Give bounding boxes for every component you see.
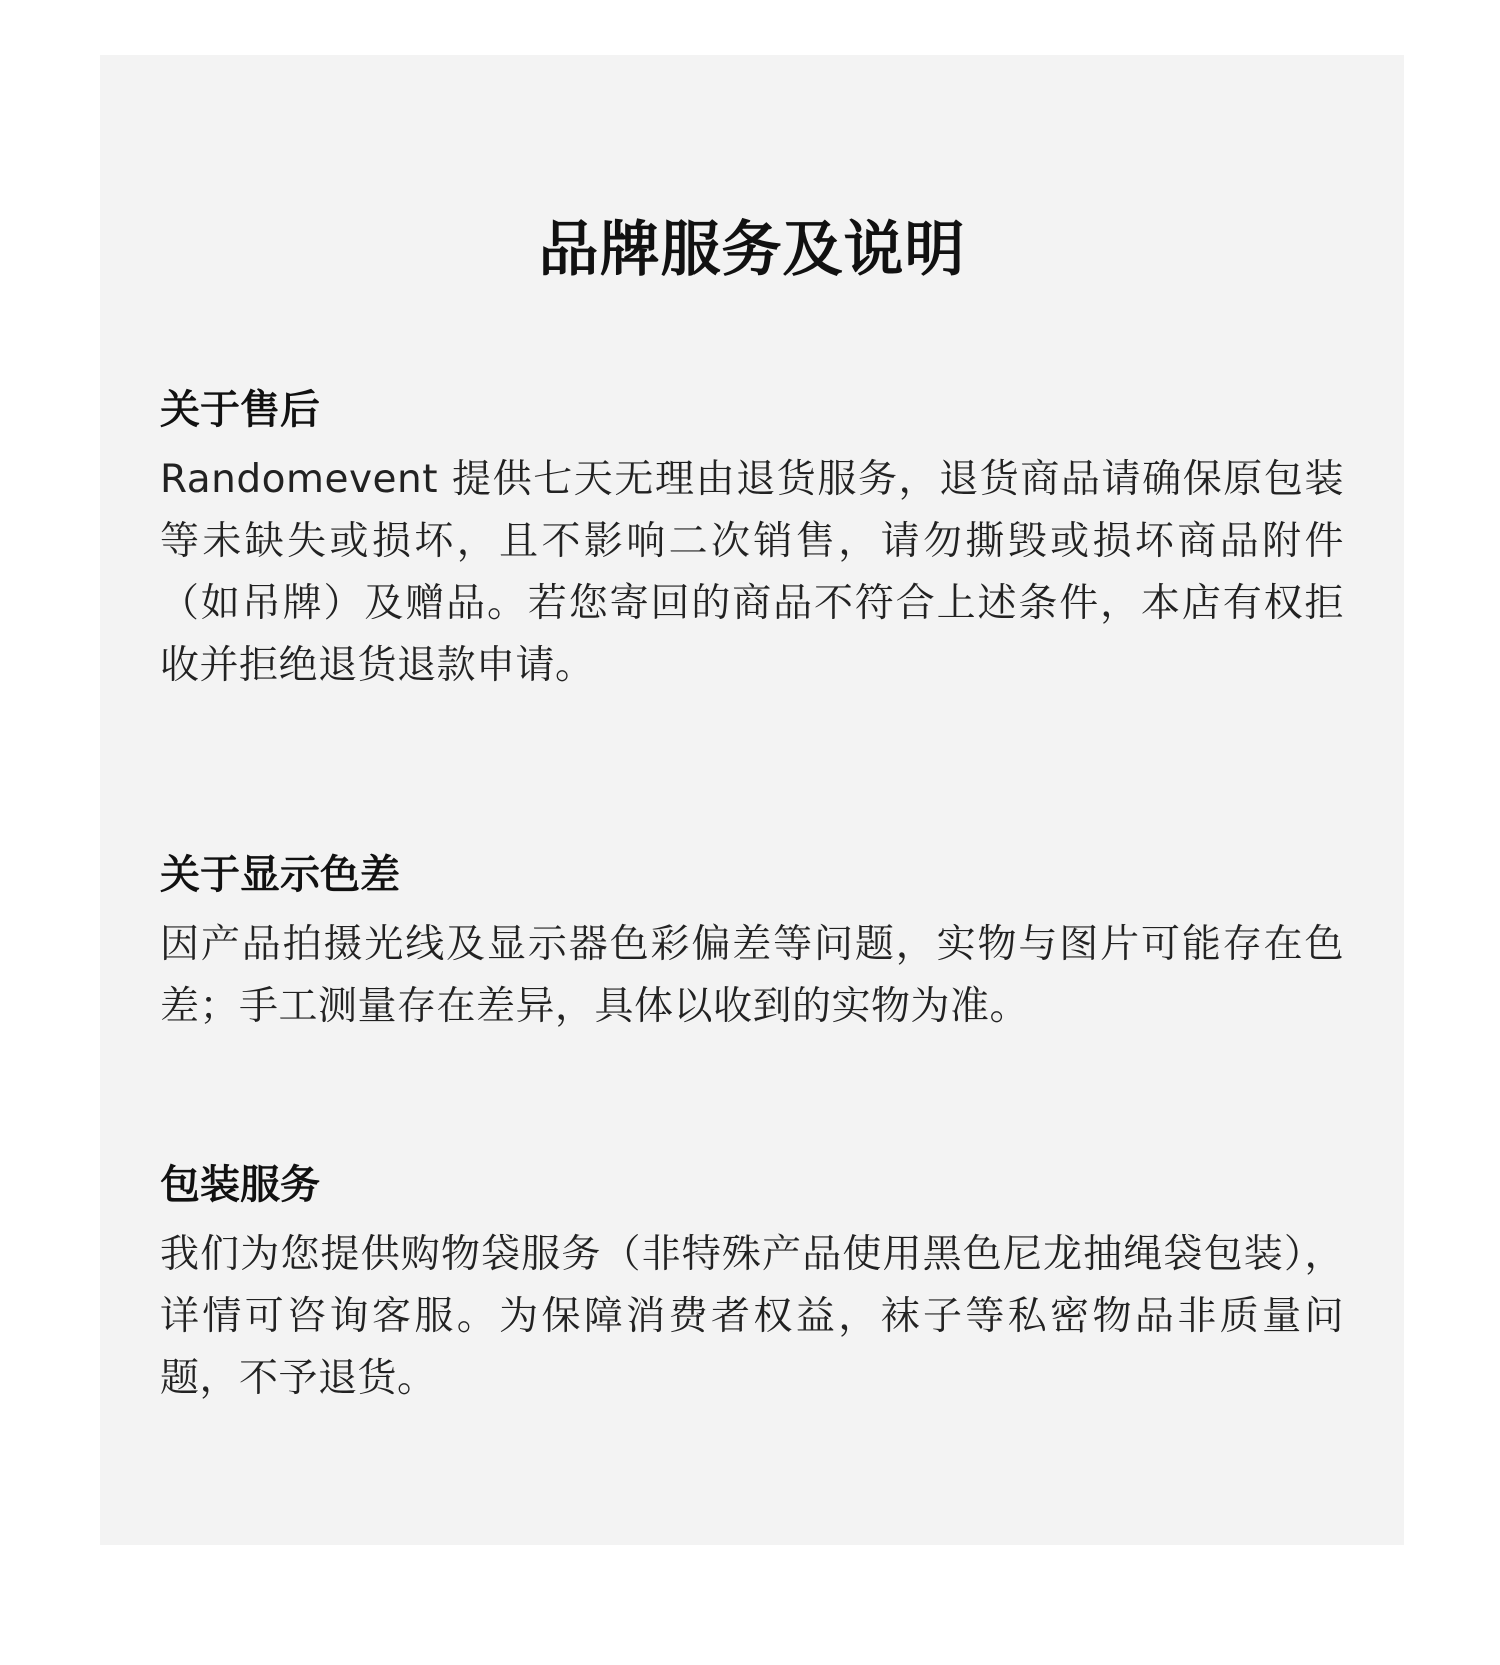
page-title: 品牌服务及说明 (538, 215, 966, 285)
section-body: 因产品拍摄光线及显示器色彩偏差等问题，实物与图片可能存在色差；手工测量存在差异，具体以收到的实物为准。 (160, 922, 1344, 1029)
service-info-card (100, 55, 1404, 1545)
section-color-difference (160, 850, 1344, 1038)
section-heading: 关于售后 (160, 387, 320, 433)
section-body: 我们为您提供购物袋服务（非特殊产品使用黑色尼龙抽绳袋包装），详情可咨询客服。为保障消费者权益，袜子等私密物品非质量问题，不予退货。 (160, 1232, 1344, 1401)
section-packaging (160, 1160, 1344, 1410)
section-body: Randomevent 提供七天无理由退货服务，退货商品请确保原包装等未缺失或损坏，且不影响二次销售，请勿撕毁或损坏商品附件（如吊牌）及赠品。若您寄回的商品不符合上述条件，本店有权拒收并拒绝退货退款申请。 (160, 457, 1344, 688)
section-after-sales (160, 385, 1344, 697)
section-heading: 包装服务 (160, 1162, 320, 1208)
section-heading: 关于显示色差 (160, 852, 400, 898)
